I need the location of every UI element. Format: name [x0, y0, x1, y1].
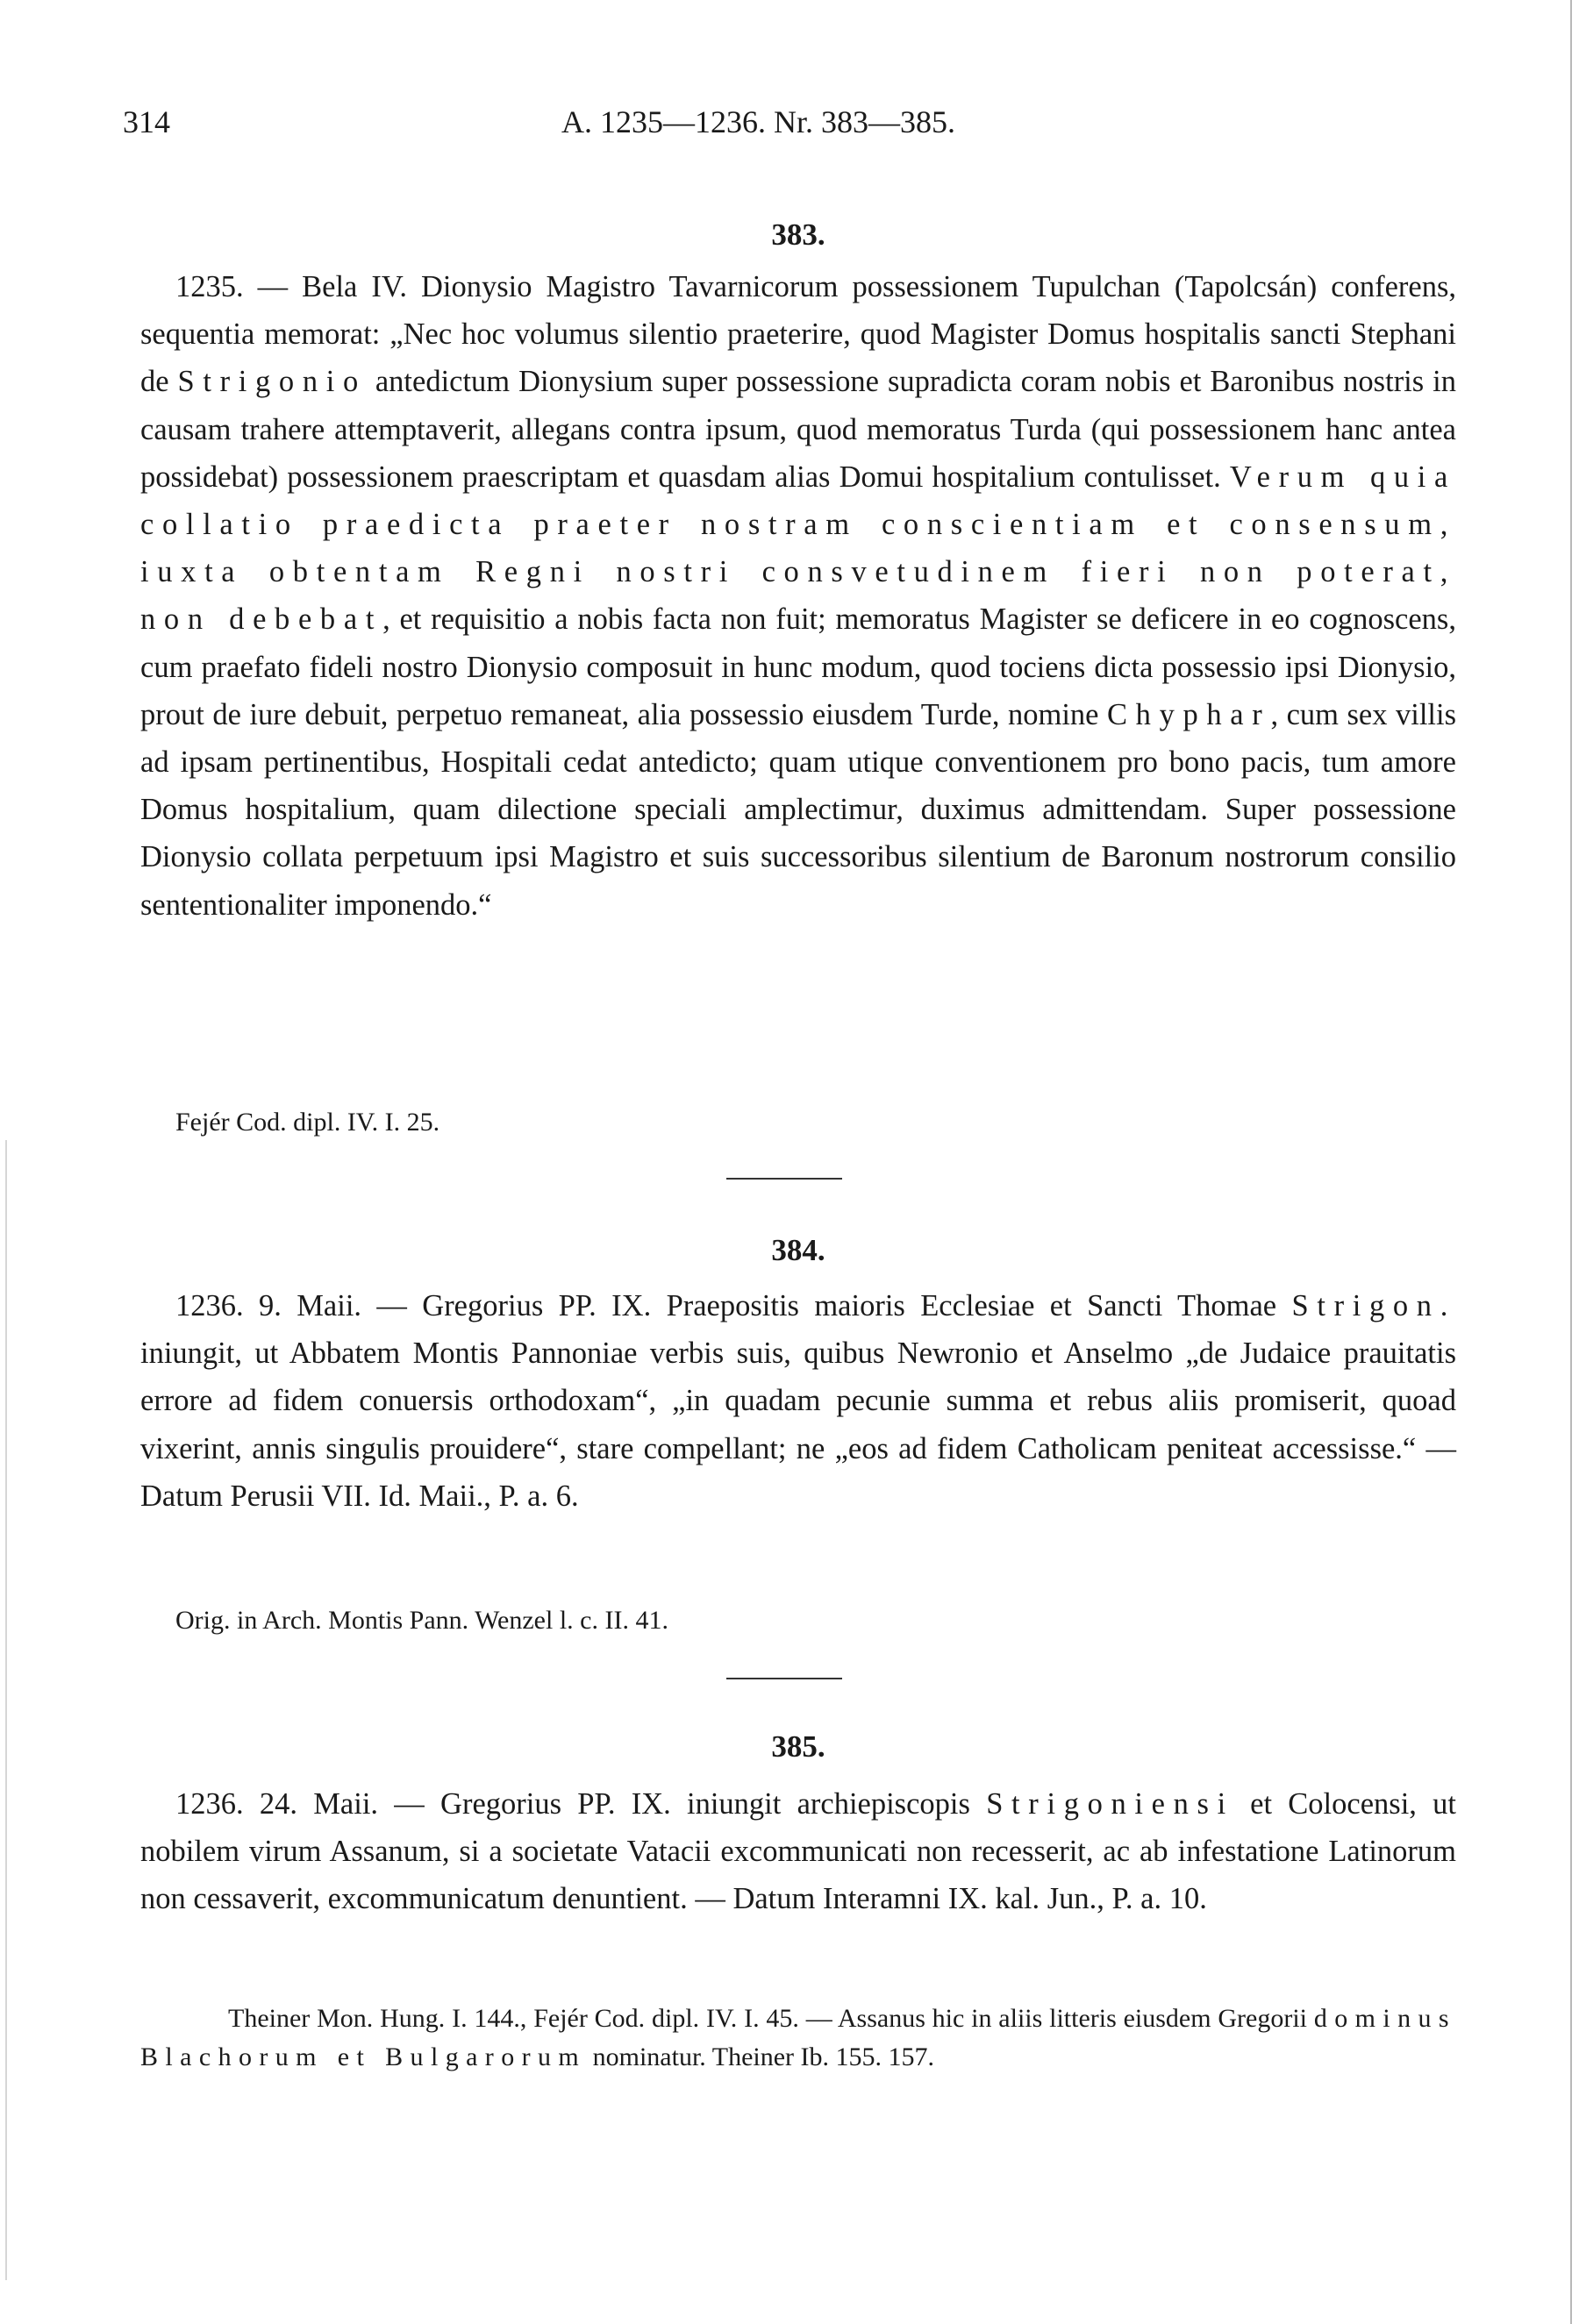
citation-text: Theiner Mon. Hung. I. 144., Fejér Cod. dipl. IV. I. 45. — Assanus hic in aliis litteris eiusdem Gregorii [228, 2004, 1314, 2033]
page-edge-line-left [5, 1140, 7, 2280]
place-name-spaced: Strigonio [177, 365, 367, 399]
source-citation-383: Fejér Cod. dipl. IV. I. 25. [175, 1108, 440, 1137]
place-name-spaced: Chyphar [1107, 697, 1271, 731]
regest-384 [140, 1282, 1456, 1520]
regest-383 [140, 263, 1456, 929]
document-number-383: 383. [771, 217, 825, 252]
running-header [123, 103, 1456, 156]
separator-rule [726, 1178, 842, 1180]
place-name-spaced: Strigoniensi [986, 1787, 1234, 1821]
regest-text: , et requisitio a nobis facta non fuit; memoratus Magister se deficere in eo cognoscens, cum praefato fideli nostro Dionysio composuit in hunc modum, quod tociens dicta possessio ipsi Dionysio, prout de iure debuit, perpetuo remaneat, alia possessio eiusdem Turde, nomine [140, 602, 1456, 731]
page-edge-line [1570, 0, 1572, 2324]
running-title: A. 1235—1236. Nr. 383—385. [561, 104, 955, 139]
regest-text: — Bela IV. Dionysio Magistro Tavarnicorum possessionem Tupulchan (Tapolcsán) conferens, sequentia memorat: „Nec hoc volumus silentio praeterire, quod Magister Domus hospitalis sancti Stephani de [140, 270, 1456, 399]
document-number-384: 384. [771, 1233, 825, 1267]
regest-text: antedictum Dionysium super possessione supradicta coram nobis et Baronibus nostris in causam trahere attemptaverit, allegans contra ipsum, quod memoratus Turda (qui possessionem hanc antea possidebat) possessionem praescriptam et quasdam alias Domui hospitalium contulisset. [140, 365, 1456, 494]
regest-text: iniungit, ut Abbatem Montis Pannoniae verbis suis, quibus Newronio et Anselmo „de Judaice prauitatis errore ad fidem conuersis orthodoxam“, „in quadam pecunie summa et rebus aliis promiserit, quoad vixerint, annis singulis prouidere“, stare compellant; ne „eos ad fidem Catholicam peniteat accessisse.“ — Datum Perusii VII. Id. Maii., P. a. 6. [140, 1337, 1456, 1513]
spaced-emphasis: dominus Blachorum et Bulgarorum [140, 2004, 1456, 2071]
source-citation-385 [140, 2000, 1456, 2077]
regest-text: , cum sex villis ad ipsam pertinentibus, Hospitali cedat antedicto; quam utique conventionem pro bono pacis, tum amore Domus hospitalium, quam dilectione speciali amplectimur, duximus admittendam. Super possessione Dionysio collata perpetuum ipsi Magistro et suis successoribus silentium de Baronum nostrorum consilio sententionaliter imponendo.“ [140, 697, 1456, 922]
regest-text: et Colocensi, ut nobilem virum Assanum, si a societate Vatacii excommunicati non recesserit, ac ab infestatione Latinorum non cessaverit, excommunicatum denuntient. — Datum Interamni IX. kal. Jun., P. a. 10. [140, 1787, 1456, 1916]
source-citation-384: Orig. in Arch. Montis Pann. Wenzel l. c. II. 41. [175, 1606, 668, 1635]
separator-rule [726, 1678, 842, 1679]
regest-date: 1236. 24. Maii. [175, 1787, 379, 1821]
regest-date: 1236. 9. Maii. [175, 1289, 362, 1322]
document-number-385: 385. [771, 1729, 825, 1764]
regest-text: — Gregorius PP. IX. Praepositis maioris Ecclesiae et Sancti Thomae [361, 1289, 1292, 1322]
citation-text: nominatur. Theiner Ib. 155. 157. [586, 2042, 935, 2071]
regest-385 [140, 1780, 1456, 1923]
spaced-emphasis: Verum quia collatio praedicta praeter nostram conscientiam et consensum, iuxta obtentam Regni nostri consvetudinem fieri non poterat, non debebat [140, 460, 1456, 637]
regest-text: — Gregorius PP. IX. iniungit archiepiscopis [378, 1787, 987, 1821]
page-number: 314 [123, 104, 170, 139]
regest-date: 1235. [175, 270, 244, 303]
place-name-spaced: Strigon. [1291, 1289, 1456, 1322]
